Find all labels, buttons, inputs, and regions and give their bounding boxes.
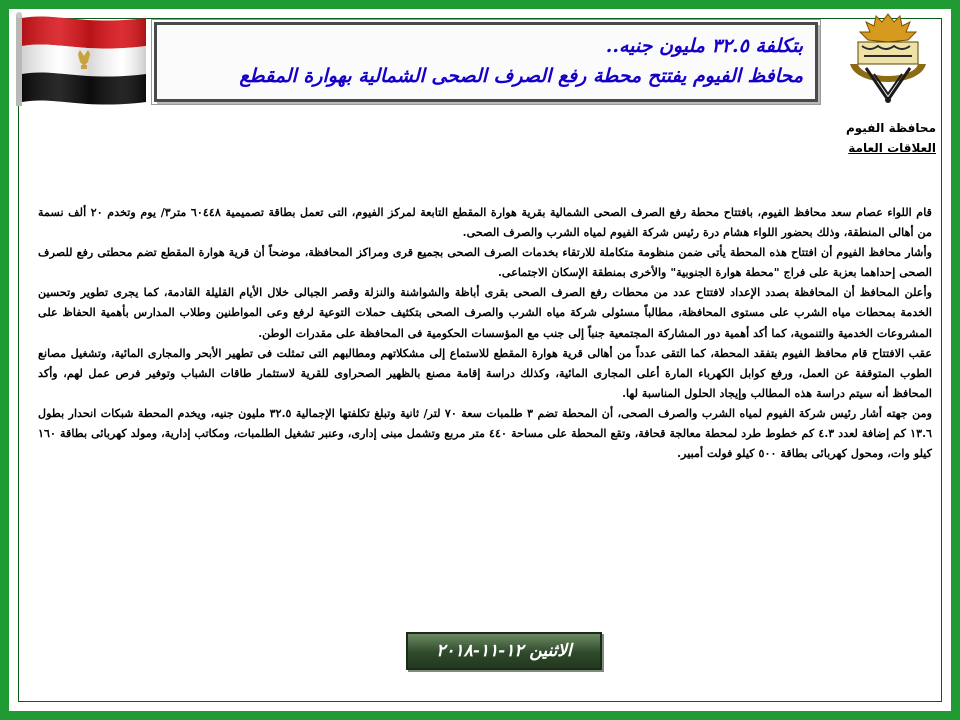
article-paragraph: ومن جهته أشار رئيس شركة الفيوم لمياه الشرب والصرف الصحى، أن المحطة تضم ٣ طلمبات سعة ٧٠ لتر/ ثانية وتبلغ تكلفتها الإجمالية ٣٢.٥ مليون جنيه، ويخدم المحطة شبكات انحدار بطول ١٣.٦ كم إضافة لعدد ٤.٣ كم خطوط طرد لمحطة معالجة قحافة، وتقع المحطة على مساحة ٤٤٠ متر مربع وتشمل مبنى إدارى، وعنبر تشغيل الطلمبات، ومكاتب إدارية، ومولد كهربائى بطاقة ١٦٠ كيلو وات، ومحول كهربائى بطاقة ٥٠٠ كيلو فولت أمبير. xyxy=(38,405,932,461)
source-block xyxy=(796,118,936,158)
article-body xyxy=(38,202,932,463)
fayoum-governorate-logo xyxy=(836,12,940,104)
date-banner: الاثنين ١٢-١١-٢٠١٨ xyxy=(406,632,602,670)
source-dept: العلاقات العامة xyxy=(848,141,936,155)
egypt-flag-icon xyxy=(14,12,150,108)
article-paragraph: وأشار محافظ الفيوم أن افتتاح هذه المحطة يأتى ضمن منظومة متكاملة للارتقاء بخدمات الصرف الصحى بجميع قرى ومراكز المحافظة، موضحاً أن قرية هوارة المقطع تضم محطتى رفع للصرف الصحى إحداهما بعزبة على فراج "محطة هوارة الجنوبية" والأخرى بمنطقة الإسكان الاجتماعى. xyxy=(38,245,932,280)
headline-subtitle: بتكلفة ٣٢.٥ مليون جنيه.. xyxy=(605,35,803,57)
article-paragraph: عقب الافتتاح قام محافظ الفيوم بتفقد المحطة، كما التقى عدداً من أهالى قرية هوارة المقطع للاستماع إلى مشكلاتهم ومطالبهم التى تمثلت فى تطهير الأبحر والمجارى المائية، وتشغيل مصانع الطوب المتوقفة عن العمل، ورفع كوابل الكهرباء المارة أعلى المجارى المائية، وكذلك دراسة إقامة مصنع بالظهير الصحراوى للقرية لاستثمار طاقات الشباب وتوفير فرص عمل لهم، وأكد المحافظ أنه سيتم دراسة هذه المطالب وإيجاد الحلول المناسبة لها. xyxy=(38,345,932,400)
source-org: محافظة الفيوم xyxy=(845,121,936,135)
article-paragraph: وأعلن المحافظ أن المحافظة بصدد الإعداد لافتتاح عدد من محطات رفع الصرف الصحى بقرى أباظة والشواشنة والنزلة وقصر الجبالى خلال الأيام القليلة القادمة، كما يجرى تطوير وتحسين الخدمة بمحطات مياه الشرب على مستوى المحافظة، مطالباً مسئولى شركة مياه الشرب والصرف الصحى بتكثيف حملات التوعية لرفع وعى المواطنين وطلاب المدارس بأهمية الحفاظ على المشروعات الخدمية والتنموية، كما أكد أهمية دور المشاركة المجتمعية جنباً إلى جنب مع المؤسسات الحكومية فى المحافظة على مقدرات الوطن. xyxy=(38,285,932,340)
headline-title: محافظ الفيوم يفتتح محطة رفع الصرف الصحى الشمالية بهوارة المقطع xyxy=(239,65,803,87)
article-paragraph: قام اللواء عصام سعد محافظ الفيوم، بافتتاح محطة رفع الصرف الصحى الشمالية بقرية هوارة المقطع التابعة لمركز الفيوم، التى تعمل بطاقة تصميمية ٦٠٤٤٨ متر٣/ يوم وتخدم ٢٠ ألف نسمة من أهالى المنطقة، وذلك بحضور اللواء هشام درة رئيس شركة الفيوم لمياه الشرب والصرف الصحى. xyxy=(38,205,932,240)
headline-box xyxy=(154,22,818,102)
